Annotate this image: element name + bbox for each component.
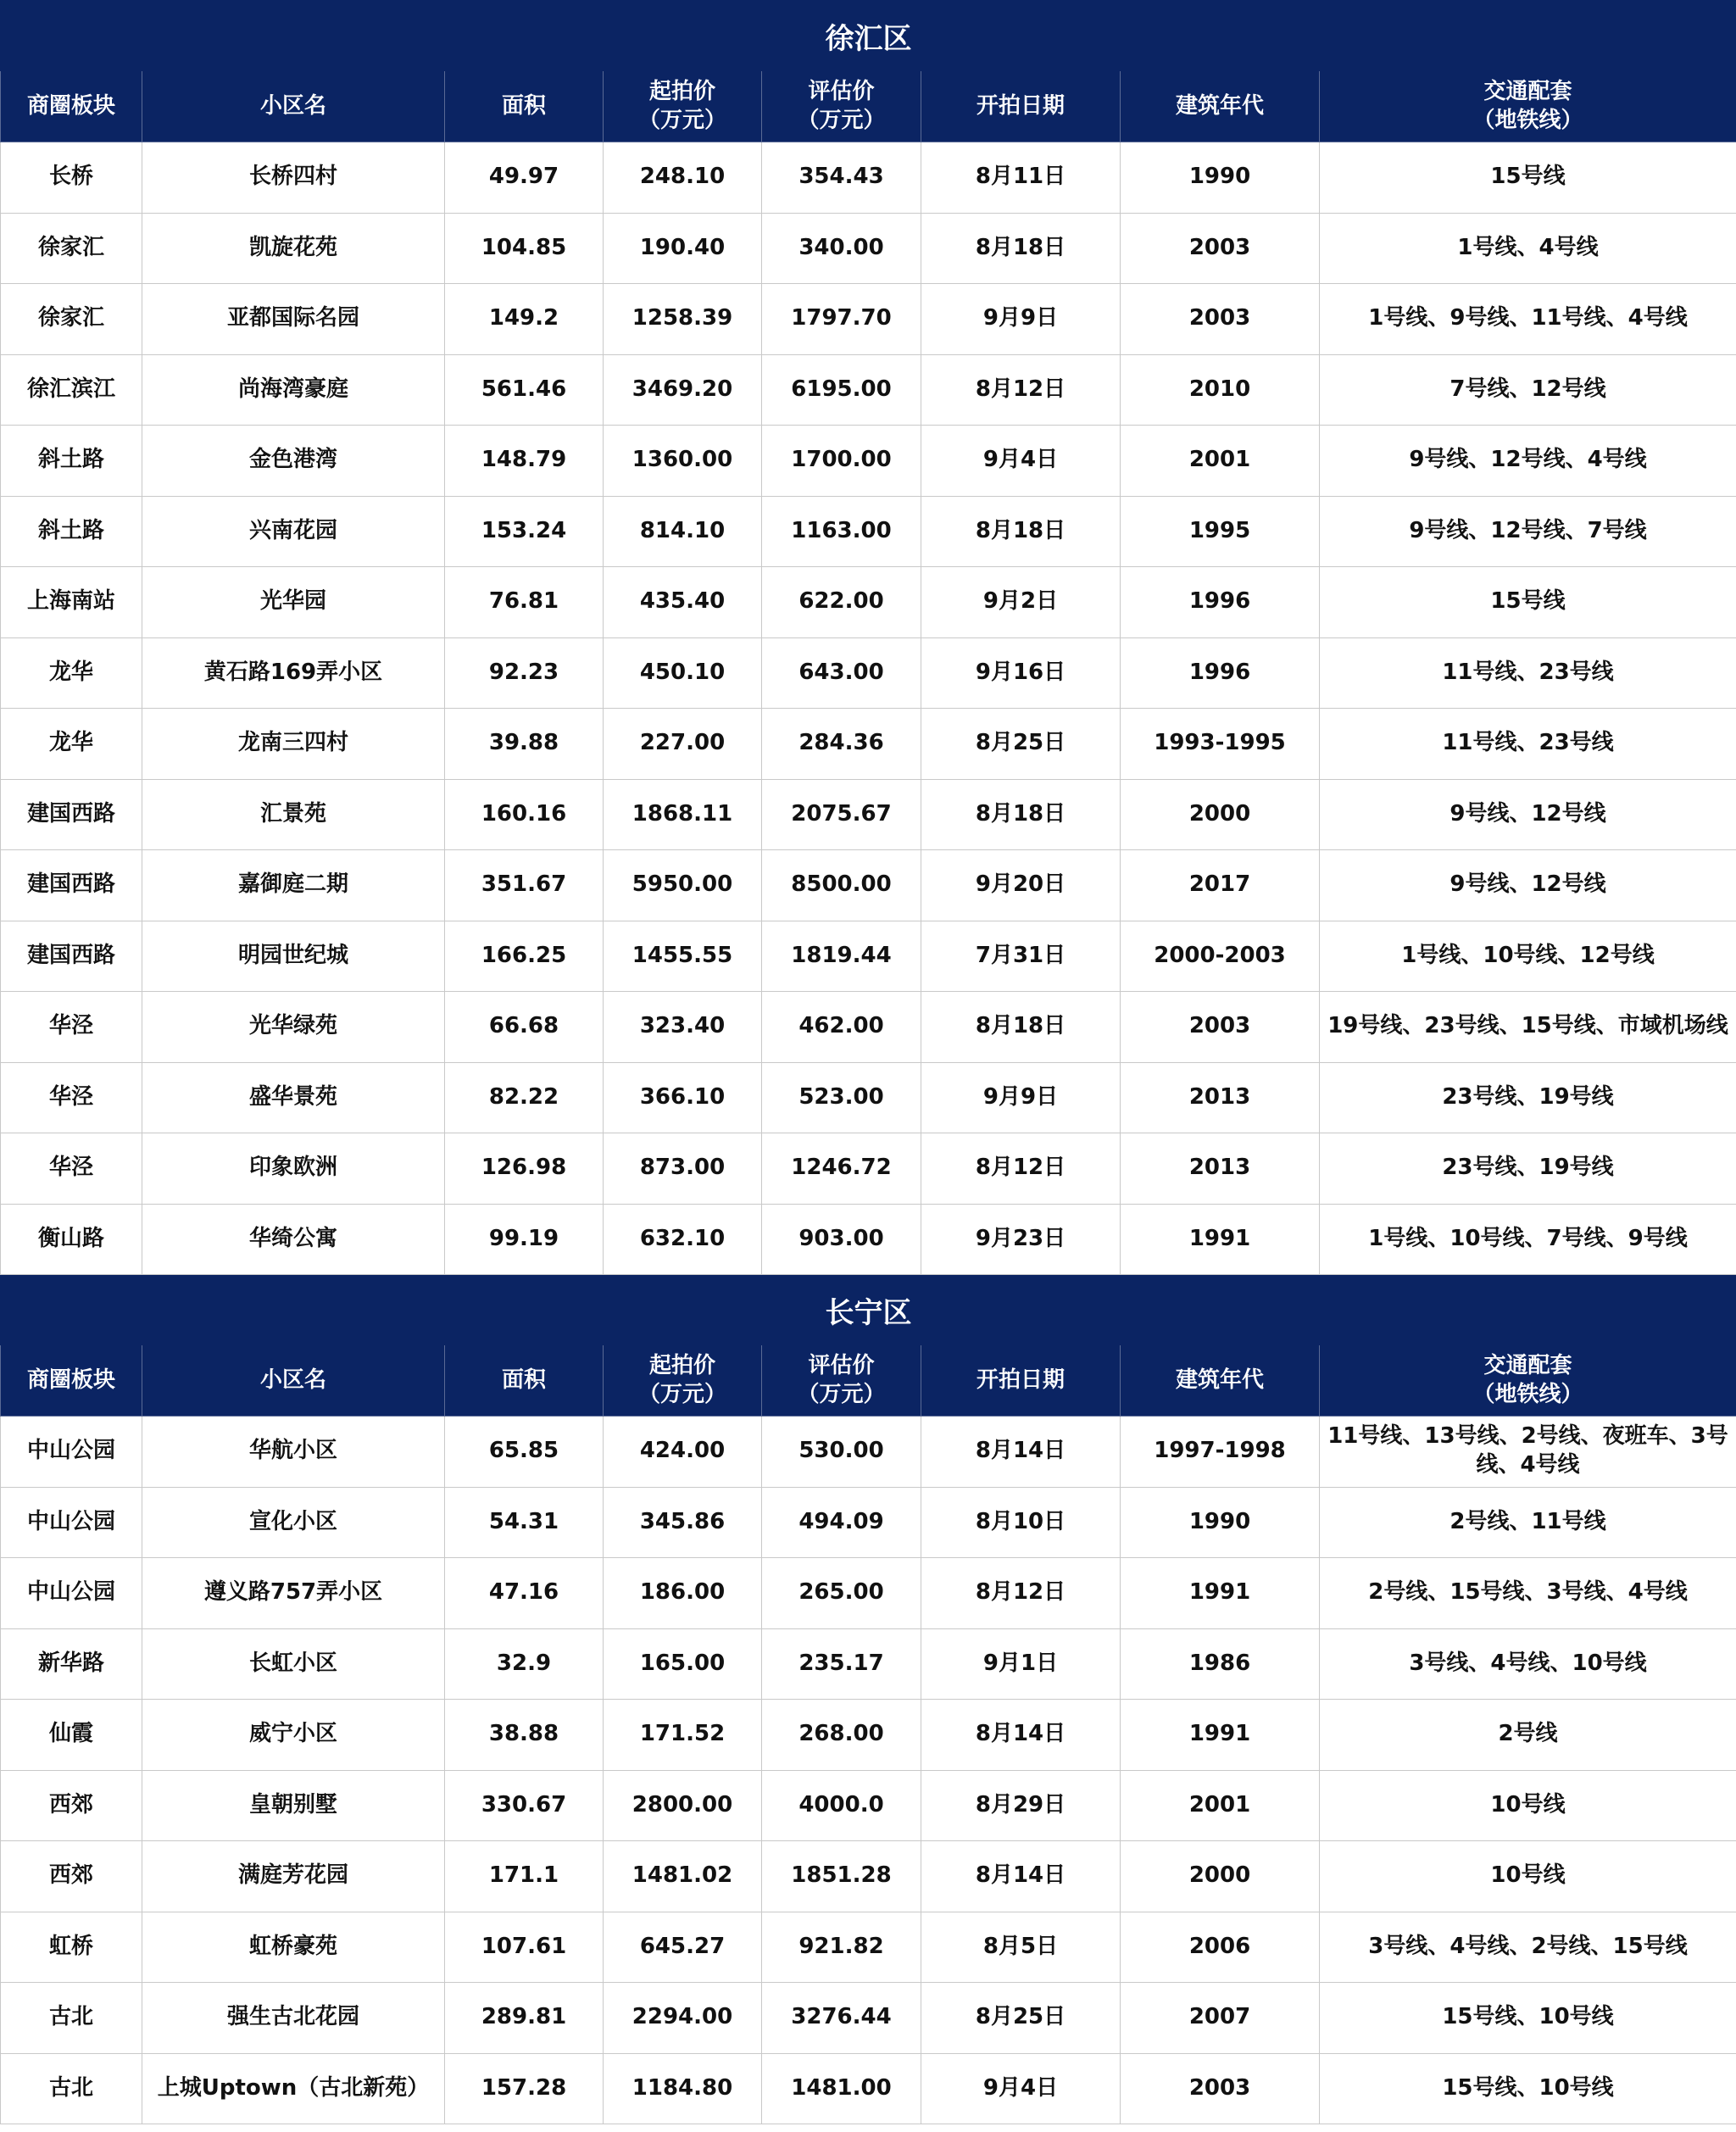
cell-start-price: 814.10: [604, 496, 762, 567]
header-start-price: [604, 71, 762, 142]
header-community: [142, 1345, 445, 1417]
cell-build-year: 1986: [1121, 1628, 1320, 1700]
cell-transit: 23号线、19号线: [1320, 1133, 1736, 1205]
table-row: [1, 1770, 1736, 1841]
cell-auction-date: 8月18日: [921, 779, 1121, 850]
cell-transit: 1号线、10号线、7号线、9号线: [1320, 1204, 1736, 1275]
cell-transit: 9号线、12号线、4号线: [1320, 426, 1736, 497]
cell-auction-date: 8月12日: [921, 1558, 1121, 1629]
header-start-price-label: 起拍价: [648, 1352, 715, 1378]
header-build-year-label: 建筑年代: [1175, 1367, 1264, 1393]
cell-area: 西郊: [1, 1841, 142, 1912]
district-title: 徐汇区: [1, 1, 1736, 71]
header-appraisal: [762, 1345, 921, 1417]
header-area-label: 商圈板块: [26, 92, 115, 119]
cell-transit: 15号线: [1320, 142, 1736, 214]
cell-size: 157.28: [445, 2053, 604, 2124]
cell-community: 华航小区: [142, 1417, 445, 1488]
cell-start-price: 323.40: [604, 992, 762, 1063]
cell-size: 104.85: [445, 213, 604, 284]
table-row: [1, 1628, 1736, 1700]
cell-auction-date: 8月18日: [921, 496, 1121, 567]
cell-transit: 15号线、10号线: [1320, 1983, 1736, 2054]
cell-size: 39.88: [445, 709, 604, 780]
cell-start-price: 2294.00: [604, 1983, 762, 2054]
cell-size: 148.79: [445, 426, 604, 497]
cell-area: 中山公园: [1, 1558, 142, 1629]
cell-build-year: 2013: [1121, 1062, 1320, 1133]
table-row: [1, 1912, 1736, 1983]
cell-auction-date: 8月25日: [921, 1983, 1121, 2054]
table-row: [1, 992, 1736, 1063]
cell-auction-date: 8月14日: [921, 1700, 1121, 1771]
header-transit-label: 交通配套: [1483, 78, 1572, 104]
header-size-label: 面积: [501, 92, 546, 119]
cell-size: 82.22: [445, 1062, 604, 1133]
cell-community: 长虹小区: [142, 1628, 445, 1700]
cell-start-price: 3469.20: [604, 354, 762, 426]
cell-area: 华泾: [1, 992, 142, 1063]
cell-auction-date: 9月9日: [921, 1062, 1121, 1133]
cell-community: 满庭芳花园: [142, 1841, 445, 1912]
cell-area: 西郊: [1, 1770, 142, 1841]
cell-build-year: 1990: [1121, 1487, 1320, 1558]
cell-area: 徐家汇: [1, 213, 142, 284]
table-row: [1, 637, 1736, 709]
cell-start-price: 1360.00: [604, 426, 762, 497]
cell-auction-date: 8月18日: [921, 992, 1121, 1063]
cell-start-price: 248.10: [604, 142, 762, 214]
cell-transit: 9号线、12号线: [1320, 779, 1736, 850]
cell-auction-date: 8月25日: [921, 709, 1121, 780]
cell-build-year: 2003: [1121, 992, 1320, 1063]
table-row: [1, 1133, 1736, 1205]
cell-build-year: 2000: [1121, 1841, 1320, 1912]
cell-build-year: 2007: [1121, 1983, 1320, 2054]
cell-area: 上海南站: [1, 567, 142, 638]
cell-start-price: 424.00: [604, 1417, 762, 1488]
cell-appraisal: 523.00: [762, 1062, 921, 1133]
cell-transit: 1号线、9号线、11号线、4号线: [1320, 284, 1736, 355]
cell-appraisal: 235.17: [762, 1628, 921, 1700]
cell-size: 126.98: [445, 1133, 604, 1205]
cell-auction-date: 9月9日: [921, 284, 1121, 355]
cell-appraisal: 1700.00: [762, 426, 921, 497]
cell-auction-date: 8月5日: [921, 1912, 1121, 1983]
cell-transit: 2号线: [1320, 1700, 1736, 1771]
cell-appraisal: 2075.67: [762, 779, 921, 850]
cell-community: 明园世纪城: [142, 921, 445, 992]
cell-build-year: 1997-1998: [1121, 1417, 1320, 1488]
header-build-year: [1121, 1345, 1320, 1417]
cell-area: 中山公园: [1, 1417, 142, 1488]
cell-size: 351.67: [445, 850, 604, 921]
cell-community: 盛华景苑: [142, 1062, 445, 1133]
cell-appraisal: 921.82: [762, 1912, 921, 1983]
cell-auction-date: 8月29日: [921, 1770, 1121, 1841]
cell-area: 中山公园: [1, 1487, 142, 1558]
cell-build-year: 1993-1995: [1121, 709, 1320, 780]
cell-auction-date: 9月4日: [921, 426, 1121, 497]
cell-community: 虹桥豪苑: [142, 1912, 445, 1983]
cell-auction-date: 7月31日: [921, 921, 1121, 992]
header-start-price-label: （万元）: [637, 1381, 726, 1407]
cell-start-price: 1868.11: [604, 779, 762, 850]
cell-size: 54.31: [445, 1487, 604, 1558]
cell-size: 76.81: [445, 567, 604, 638]
cell-community: 兴南花园: [142, 496, 445, 567]
table-row: [1, 850, 1736, 921]
cell-area: 华泾: [1, 1062, 142, 1133]
cell-transit: 11号线、23号线: [1320, 709, 1736, 780]
cell-build-year: 2013: [1121, 1133, 1320, 1205]
cell-auction-date: 9月1日: [921, 1628, 1121, 1700]
cell-appraisal: 643.00: [762, 637, 921, 709]
header-appraisal-label: 评估价: [808, 78, 875, 104]
cell-auction-date: 9月2日: [921, 567, 1121, 638]
cell-appraisal: 340.00: [762, 213, 921, 284]
cell-community: 强生古北花园: [142, 1983, 445, 2054]
cell-size: 153.24: [445, 496, 604, 567]
cell-size: 107.61: [445, 1912, 604, 1983]
cell-build-year: 2000: [1121, 779, 1320, 850]
cell-appraisal: 1163.00: [762, 496, 921, 567]
cell-start-price: 227.00: [604, 709, 762, 780]
cell-area: 斜土路: [1, 426, 142, 497]
header-auction-date-label: 开拍日期: [976, 1367, 1065, 1393]
column-header-row: [1, 71, 1736, 142]
cell-size: 171.1: [445, 1841, 604, 1912]
cell-community: 光华园: [142, 567, 445, 638]
header-appraisal: [762, 71, 921, 142]
header-area-label: 商圈板块: [26, 1367, 115, 1393]
cell-start-price: 450.10: [604, 637, 762, 709]
cell-auction-date: 8月12日: [921, 1133, 1121, 1205]
cell-community: 黄石路169弄小区: [142, 637, 445, 709]
header-start-price-label: （万元）: [637, 107, 726, 133]
table-row: [1, 1487, 1736, 1558]
cell-appraisal: 284.36: [762, 709, 921, 780]
header-community-label: 小区名: [259, 92, 326, 119]
cell-start-price: 171.52: [604, 1700, 762, 1771]
table-row: [1, 1700, 1736, 1771]
cell-build-year: 1991: [1121, 1558, 1320, 1629]
cell-transit: 3号线、4号线、2号线、15号线: [1320, 1912, 1736, 1983]
cell-community: 遵义路757弄小区: [142, 1558, 445, 1629]
table-row: [1, 496, 1736, 567]
header-size: [445, 1345, 604, 1417]
cell-build-year: 1996: [1121, 567, 1320, 638]
cell-area: 华泾: [1, 1133, 142, 1205]
cell-appraisal: 1851.28: [762, 1841, 921, 1912]
table-row: [1, 709, 1736, 780]
header-appraisal-label: （万元）: [797, 1381, 886, 1407]
cell-transit: 19号线、23号线、15号线、市域机场线: [1320, 992, 1736, 1063]
table-row: [1, 1983, 1736, 2054]
cell-appraisal: 1797.70: [762, 284, 921, 355]
cell-size: 561.46: [445, 354, 604, 426]
cell-start-price: 1258.39: [604, 284, 762, 355]
cell-appraisal: 1481.00: [762, 2053, 921, 2124]
cell-transit: 11号线、13号线、2号线、夜班车、3号线、4号线: [1320, 1417, 1736, 1488]
table-row: [1, 1841, 1736, 1912]
cell-build-year: 2000-2003: [1121, 921, 1320, 992]
table-row: [1, 1558, 1736, 1629]
cell-auction-date: 9月20日: [921, 850, 1121, 921]
cell-size: 38.88: [445, 1700, 604, 1771]
cell-area: 虹桥: [1, 1912, 142, 1983]
cell-area: 衡山路: [1, 1204, 142, 1275]
cell-auction-date: 9月4日: [921, 2053, 1121, 2124]
cell-appraisal: 8500.00: [762, 850, 921, 921]
cell-community: 亚都国际名园: [142, 284, 445, 355]
header-build-year-label: 建筑年代: [1175, 92, 1264, 119]
cell-transit: 1号线、10号线、12号线: [1320, 921, 1736, 992]
cell-build-year: 2003: [1121, 2053, 1320, 2124]
cell-transit: 9号线、12号线、7号线: [1320, 496, 1736, 567]
cell-area: 建国西路: [1, 779, 142, 850]
header-start-price: [604, 1345, 762, 1417]
cell-area: 仙霞: [1, 1700, 142, 1771]
cell-build-year: 1991: [1121, 1204, 1320, 1275]
cell-community: 皇朝别墅: [142, 1770, 445, 1841]
cell-community: 金色港湾: [142, 426, 445, 497]
header-auction-date: [921, 1345, 1121, 1417]
header-auction-date: [921, 71, 1121, 142]
cell-area: 长桥: [1, 142, 142, 214]
cell-build-year: 2010: [1121, 354, 1320, 426]
cell-appraisal: 622.00: [762, 567, 921, 638]
cell-transit: 1号线、4号线: [1320, 213, 1736, 284]
cell-transit: 7号线、12号线: [1320, 354, 1736, 426]
cell-appraisal: 530.00: [762, 1417, 921, 1488]
cell-start-price: 345.86: [604, 1487, 762, 1558]
cell-transit: 2号线、11号线: [1320, 1487, 1736, 1558]
header-area: [1, 71, 142, 142]
cell-auction-date: 9月23日: [921, 1204, 1121, 1275]
cell-build-year: 2017: [1121, 850, 1320, 921]
cell-start-price: 1184.80: [604, 2053, 762, 2124]
cell-start-price: 645.27: [604, 1912, 762, 1983]
cell-area: 徐汇滨江: [1, 354, 142, 426]
table-row: [1, 1417, 1736, 1488]
cell-auction-date: 8月10日: [921, 1487, 1121, 1558]
header-community-label: 小区名: [259, 1367, 326, 1393]
table-row: [1, 284, 1736, 355]
cell-community: 印象欧洲: [142, 1133, 445, 1205]
cell-build-year: 1990: [1121, 142, 1320, 214]
cell-transit: 15号线: [1320, 567, 1736, 638]
cell-community: 威宁小区: [142, 1700, 445, 1771]
cell-size: 65.85: [445, 1417, 604, 1488]
cell-start-price: 435.40: [604, 567, 762, 638]
cell-appraisal: 354.43: [762, 142, 921, 214]
cell-size: 149.2: [445, 284, 604, 355]
cell-auction-date: 8月12日: [921, 354, 1121, 426]
cell-transit: 3号线、4号线、10号线: [1320, 1628, 1736, 1700]
table-row: [1, 1204, 1736, 1275]
table-row: [1, 426, 1736, 497]
cell-start-price: 1455.55: [604, 921, 762, 992]
cell-transit: 15号线、10号线: [1320, 2053, 1736, 2124]
cell-auction-date: 8月14日: [921, 1841, 1121, 1912]
district-title-row: [1, 1, 1736, 71]
header-build-year: [1121, 71, 1320, 142]
cell-area: 龙华: [1, 709, 142, 780]
cell-community: 龙南三四村: [142, 709, 445, 780]
cell-size: 166.25: [445, 921, 604, 992]
cell-size: 47.16: [445, 1558, 604, 1629]
cell-start-price: 632.10: [604, 1204, 762, 1275]
cell-area: 建国西路: [1, 850, 142, 921]
cell-auction-date: 8月18日: [921, 213, 1121, 284]
cell-appraisal: 462.00: [762, 992, 921, 1063]
cell-size: 92.23: [445, 637, 604, 709]
table-row: [1, 213, 1736, 284]
cell-auction-date: 9月16日: [921, 637, 1121, 709]
header-transit-label: 交通配套: [1483, 1352, 1572, 1378]
header-community: [142, 71, 445, 142]
table-row: [1, 921, 1736, 992]
cell-auction-date: 8月11日: [921, 142, 1121, 214]
cell-appraisal: 6195.00: [762, 354, 921, 426]
cell-size: 330.67: [445, 1770, 604, 1841]
cell-start-price: 366.10: [604, 1062, 762, 1133]
header-size-label: 面积: [501, 1367, 546, 1393]
cell-community: 尚海湾豪庭: [142, 354, 445, 426]
table-row: [1, 1062, 1736, 1133]
cell-appraisal: 1246.72: [762, 1133, 921, 1205]
cell-start-price: 165.00: [604, 1628, 762, 1700]
cell-build-year: 2001: [1121, 1770, 1320, 1841]
cell-size: 99.19: [445, 1204, 604, 1275]
header-appraisal-label: 评估价: [808, 1352, 875, 1378]
header-transit-label: （地铁线）: [1472, 1381, 1583, 1407]
cell-appraisal: 265.00: [762, 1558, 921, 1629]
district-title-row: [1, 1275, 1736, 1345]
cell-community: 嘉御庭二期: [142, 850, 445, 921]
cell-transit: 10号线: [1320, 1770, 1736, 1841]
cell-area: 斜土路: [1, 496, 142, 567]
cell-appraisal: 1819.44: [762, 921, 921, 992]
cell-appraisal: 903.00: [762, 1204, 921, 1275]
cell-transit: 23号线、19号线: [1320, 1062, 1736, 1133]
cell-transit: 10号线: [1320, 1841, 1736, 1912]
cell-appraisal: 4000.0: [762, 1770, 921, 1841]
header-transit-label: （地铁线）: [1472, 107, 1583, 133]
cell-community: 上城Uptown（古北新苑）: [142, 2053, 445, 2124]
header-area: [1, 1345, 142, 1417]
cell-size: 160.16: [445, 779, 604, 850]
cell-size: 66.68: [445, 992, 604, 1063]
cell-area: 龙华: [1, 637, 142, 709]
cell-appraisal: 494.09: [762, 1487, 921, 1558]
cell-transit: 9号线、12号线: [1320, 850, 1736, 921]
cell-build-year: 1996: [1121, 637, 1320, 709]
cell-start-price: 873.00: [604, 1133, 762, 1205]
cell-auction-date: 8月14日: [921, 1417, 1121, 1488]
cell-transit: 2号线、15号线、3号线、4号线: [1320, 1558, 1736, 1629]
cell-area: 古北: [1, 1983, 142, 2054]
cell-appraisal: 268.00: [762, 1700, 921, 1771]
cell-build-year: 1991: [1121, 1700, 1320, 1771]
cell-community: 长桥四村: [142, 142, 445, 214]
cell-build-year: 2001: [1121, 426, 1320, 497]
cell-community: 华绮公寓: [142, 1204, 445, 1275]
column-header-row: [1, 1345, 1736, 1417]
cell-start-price: 186.00: [604, 1558, 762, 1629]
header-auction-date-label: 开拍日期: [976, 92, 1065, 119]
cell-start-price: 2800.00: [604, 1770, 762, 1841]
cell-community: 宣化小区: [142, 1487, 445, 1558]
header-start-price-label: 起拍价: [648, 78, 715, 104]
cell-area: 古北: [1, 2053, 142, 2124]
cell-size: 289.81: [445, 1983, 604, 2054]
header-transit: [1320, 1345, 1736, 1417]
cell-community: 凯旋花苑: [142, 213, 445, 284]
header-transit: [1320, 71, 1736, 142]
cell-build-year: 2003: [1121, 213, 1320, 284]
cell-transit: 11号线、23号线: [1320, 637, 1736, 709]
cell-start-price: 1481.02: [604, 1841, 762, 1912]
table-row: [1, 354, 1736, 426]
cell-community: 光华绿苑: [142, 992, 445, 1063]
cell-appraisal: 3276.44: [762, 1983, 921, 2054]
header-size: [445, 71, 604, 142]
cell-size: 49.97: [445, 142, 604, 214]
cell-start-price: 190.40: [604, 213, 762, 284]
cell-community: 汇景苑: [142, 779, 445, 850]
cell-area: 建国西路: [1, 921, 142, 992]
table-row: [1, 779, 1736, 850]
table-row: [1, 142, 1736, 214]
cell-start-price: 5950.00: [604, 850, 762, 921]
cell-area: 新华路: [1, 1628, 142, 1700]
cell-area: 徐家汇: [1, 284, 142, 355]
table-row: [1, 567, 1736, 638]
header-appraisal-label: （万元）: [797, 107, 886, 133]
cell-build-year: 2006: [1121, 1912, 1320, 1983]
district-title: 长宁区: [1, 1275, 1736, 1345]
cell-size: 32.9: [445, 1628, 604, 1700]
cell-build-year: 2003: [1121, 284, 1320, 355]
table-row: [1, 2053, 1736, 2124]
cell-build-year: 1995: [1121, 496, 1320, 567]
